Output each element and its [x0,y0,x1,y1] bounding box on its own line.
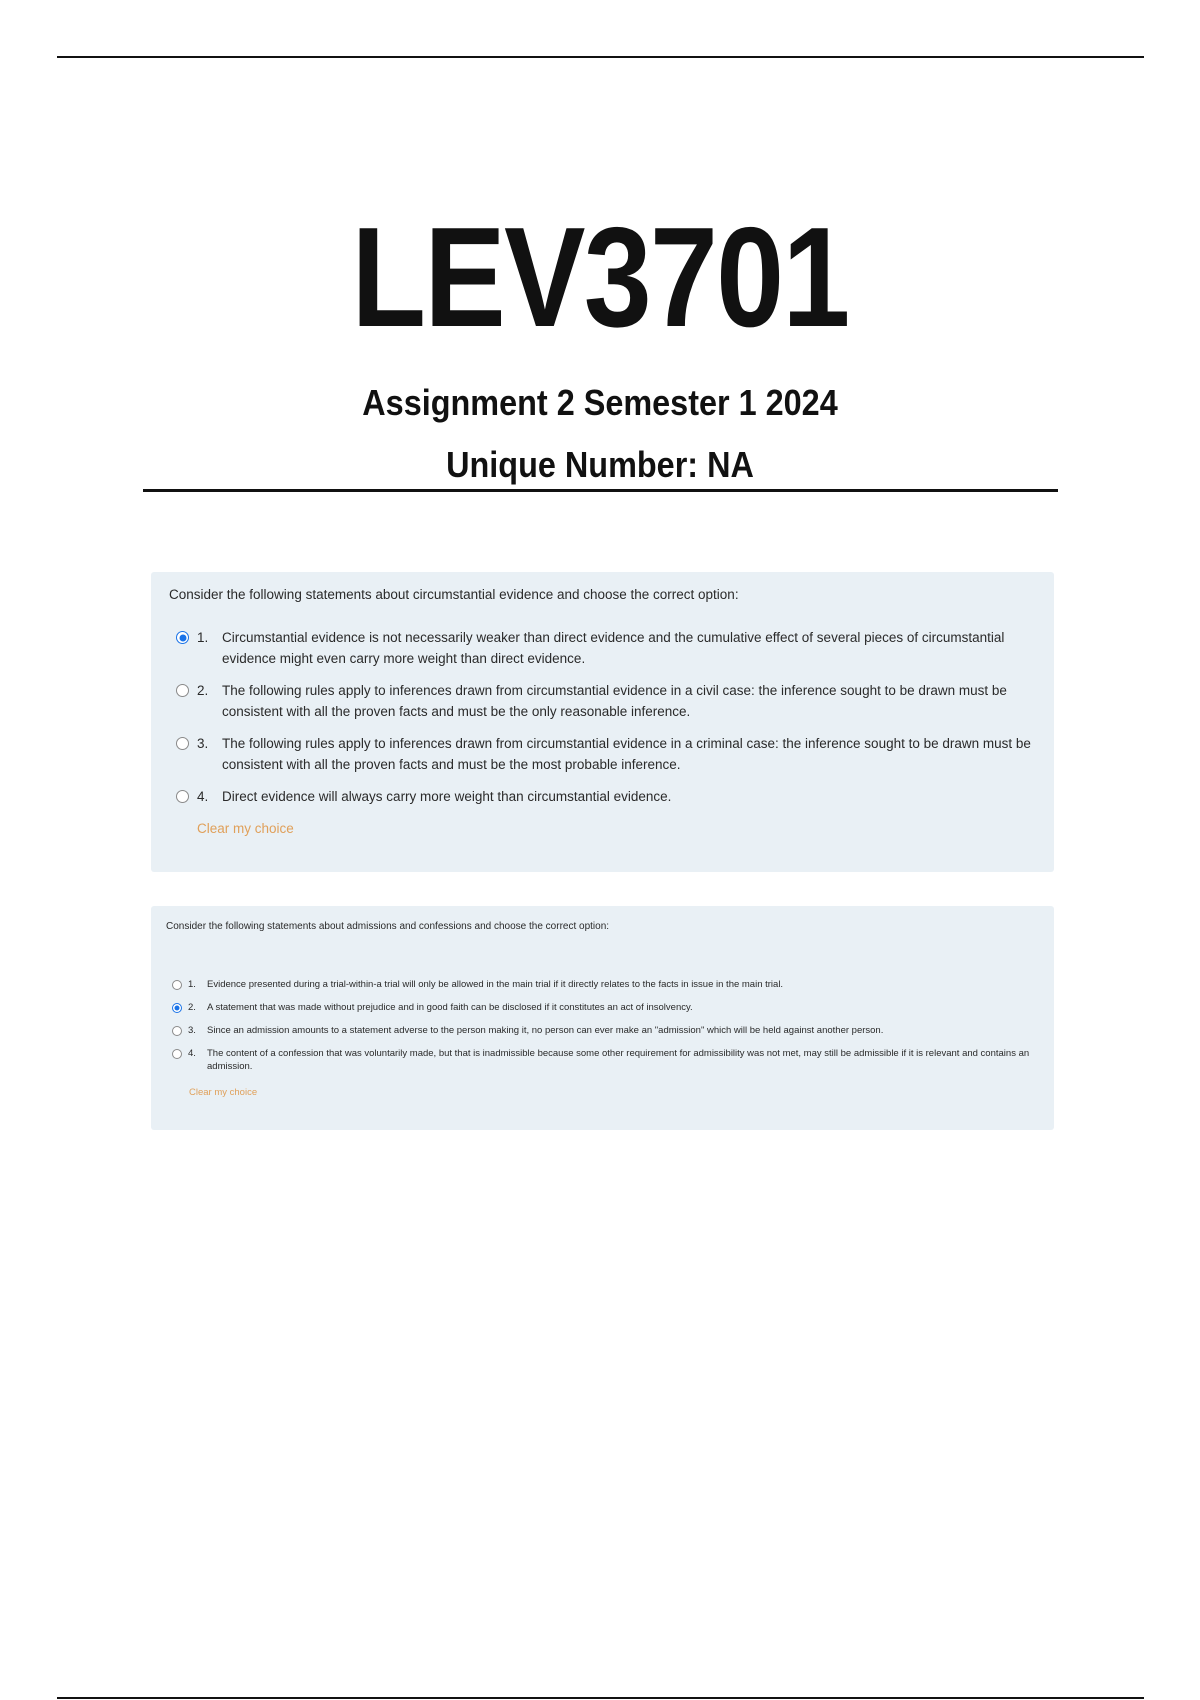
option-number: 1. [188,979,196,990]
question-card-admissions-confessions [151,906,1054,1130]
answer-option[interactable] [169,733,1036,775]
radio-button-selected[interactable] [176,631,189,644]
option-text: Since an admission amounts to a statement adverse to the person making it, no person can ever make an "admission" which will be held against another person. [207,1025,884,1036]
radio-button[interactable] [172,1026,182,1036]
question-prompt: Consider the following statements about admissions and confessions and choose the correct option: [166,921,610,932]
answer-option[interactable] [166,978,1039,991]
option-text: The following rules apply to inferences drawn from circumstantial evidence in a criminal case: the inference sought to be drawn must be consistent with all the proven facts and must be the most probable inference. [222,736,1031,772]
option-number: 2. [188,1002,196,1013]
answer-option[interactable] [169,627,1036,669]
answer-option[interactable] [166,1047,1039,1073]
radio-button[interactable] [172,1049,182,1059]
answer-option[interactable] [166,1024,1039,1037]
unique-number-line: Unique Number: NA [446,444,754,485]
option-number: 4. [197,789,209,804]
radio-button[interactable] [176,737,189,750]
course-code-title: LEV3701 [351,198,849,357]
radio-button-selected[interactable] [172,1003,182,1013]
clear-choice-link[interactable]: Clear my choice [189,1087,258,1098]
answer-options [166,978,1039,1073]
top-divider [57,56,1144,58]
option-text: Evidence presented during a trial-within-a trial will only be allowed in the main trial if it directly relates to the facts in issue in the main trial. [207,979,784,990]
option-number: 2. [197,683,209,698]
option-number: 3. [188,1025,196,1036]
assignment-subtitle: Assignment 2 Semester 1 2024 [362,382,838,423]
option-number: 4. [188,1048,196,1059]
answer-option[interactable] [169,680,1036,722]
answer-option[interactable] [166,1001,1039,1014]
option-number: 3. [197,736,209,751]
option-text: The content of a confession that was voluntarily made, but that is inadmissible because some other requirement for admissibility was not met, may still be admissible if it is relevant and contains an admission. [207,1048,1030,1072]
radio-button[interactable] [176,684,189,697]
option-text: The following rules apply to inferences drawn from circumstantial evidence in a civil case: the inference sought to be drawn must be consistent with all the proven facts and must be the only reasonable inference. [222,683,1007,719]
answer-options [169,627,1036,807]
option-text: A statement that was made without prejudice and in good faith can be disclosed if it constitutes an act of insolvency. [207,1002,693,1013]
question-card-circumstantial-evidence [151,572,1054,872]
radio-button[interactable] [172,980,182,990]
bottom-divider [57,1697,1144,1699]
question-prompt: Consider the following statements about circumstantial evidence and choose the correct option: [169,587,739,602]
title-divider [143,489,1058,492]
option-text: Direct evidence will always carry more weight than circumstantial evidence. [222,789,672,804]
option-number: 1. [197,630,209,645]
clear-choice-link[interactable]: Clear my choice [197,821,294,836]
radio-button[interactable] [176,790,189,803]
answer-option[interactable] [169,786,1036,807]
option-text: Circumstantial evidence is not necessarily weaker than direct evidence and the cumulative effect of several pieces of circumstantial evidence might even carry more weight than direct evidence. [222,630,1005,666]
